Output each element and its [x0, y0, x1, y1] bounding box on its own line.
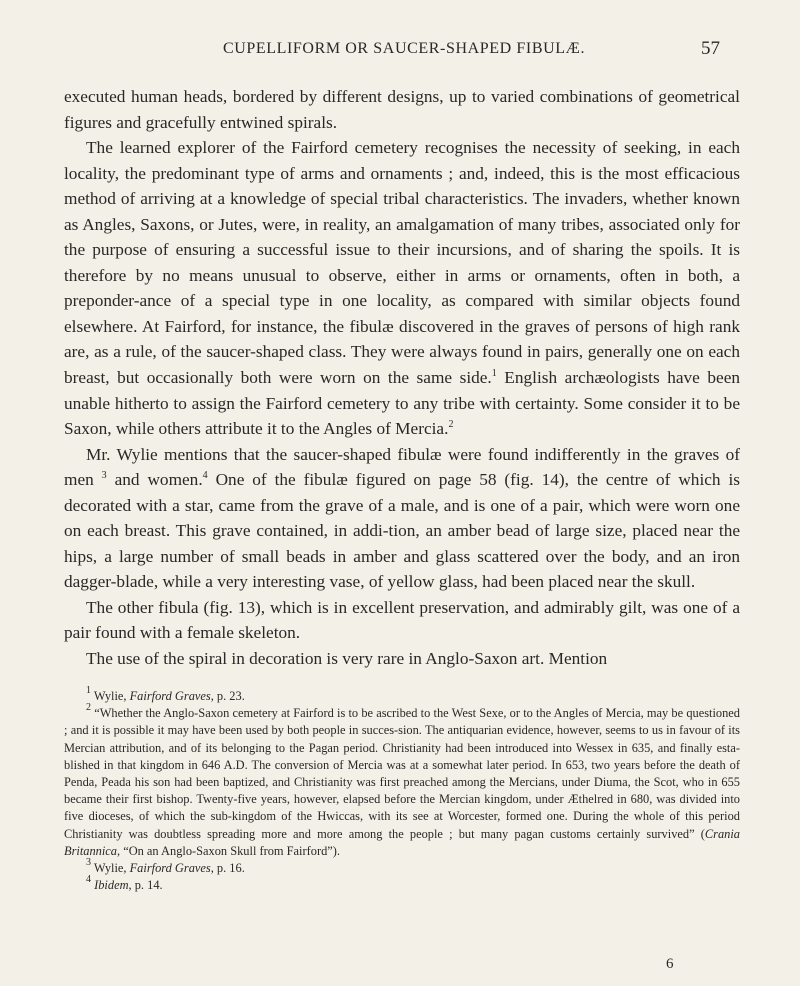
- text-run: The learned explorer of the Fairford cemetery recognises the necessity of seeking, in each locality, the predominant type of arms and ornaments ; and, indeed, this is the most efficacious method of arriving at a knowledge of special tribal characteristics. The invaders, whether known as Angles, Saxons, or Jutes, were, in reality, an amalgamation of many tribes, associated only for the purpose of ensuring a successful issue to their incursions, and of sharing the spoils. It is therefore by no means unusual to observe, either in arms or ornaments, often in both, a preponder-ance of a special type in one locality, as compared with similar objects found elsewhere. At Fairford, for instance, the fibulæ discovered in the graves of persons of high rank are, as a rule, of the saucer-shaped class. They were always found in pairs, generally one on each breast, but occasionally both were worn on the same side.: [64, 138, 740, 388]
- italic-title: Fairford Graves: [129, 861, 211, 876]
- footnote-ref: 4: [202, 470, 208, 482]
- page-header: [88, 38, 720, 64]
- footnote-ref: 2: [86, 702, 91, 714]
- text-run: “Whether the Anglo-Saxon cemetery at Fairford is to be ascribed to the West Sexe, or to the Angles of Mercia, may be questioned ; and it is possible it may have been used by both people in succes-sion. The antiquarian evidence, however, seems to us in favour of its Mercian attribution, and of its belonging to the Pagan period. Christianity had been introduced into Wessex in 635, and finally esta-blished in that kingdom in 646 A.D. The conversion of Mercia was at a somewhat later period. In 653, two years before the death of Penda, Peada his son had been baptized, and Christianity was first preached among the Mercians, under Diuma, the Scot, who in 655 became their first bishop. Twenty-five years, however, elapsed before the Mercian kingdom, under Æthelred in 680, was divided into five dioceses, of which the sub-kingdom of the Hwiccas, with its see at Worcester, formed one. During the whole of this period Christianity was doubtless spreading more and more among the people ; but many pagan customs certainly survived” (: [64, 706, 740, 841]
- body-paragraph: [64, 135, 740, 442]
- footnote-ref: 3: [86, 857, 91, 869]
- page-number: 57: [701, 38, 720, 59]
- italic-title: Fairford Graves: [129, 689, 211, 703]
- body-text: [64, 84, 740, 672]
- signature-mark: 6: [666, 956, 674, 972]
- running-title: CUPELLIFORM OR SAUCER-SHAPED FIBULÆ.: [222, 40, 586, 57]
- text-run: , p. 16.: [210, 861, 245, 876]
- text-run: Wylie,: [91, 861, 130, 876]
- italic-title: Ibidem: [94, 878, 129, 893]
- footnote-ref: 1: [491, 368, 497, 380]
- footnote-ref: 1: [86, 685, 91, 696]
- body-paragraph: [64, 84, 740, 135]
- body-paragraph: [64, 442, 740, 595]
- italic-title: Crania Britannica: [64, 826, 740, 858]
- footnote: [64, 685, 740, 705]
- footnote-ref: 4: [86, 874, 91, 886]
- footnote: [64, 874, 740, 894]
- text-run: , p. 14.: [128, 878, 163, 893]
- text-run: , p. 23.: [210, 689, 245, 703]
- text-run: executed human heads, bordered by different designs, up to varied combinations of geometrical figures and gracefully entwined spirals.: [64, 87, 740, 132]
- footnote: [64, 857, 740, 877]
- text-run: , “On an Anglo-Saxon Skull from Fairford”).: [117, 843, 340, 858]
- text-run: Mr. Wylie mentions that the saucer-shaped fibulæ were found indifferently in the graves of men: [64, 444, 740, 490]
- text-run: One of the fibulæ figured on page 58 (fig. 14), the centre of which is decorated with a star, came from the grave of a male, and is one of a pair, which were worn one on each breast. This grave contained, in addi-tion, an amber bead of large size, placed near the hips, a large number of small beads in amber and glass scattered over the body, and an iron dagger-blade, while a very interesting vase, of yellow glass, had been placed near the skull.: [64, 470, 740, 592]
- footnote: [64, 702, 740, 860]
- text-run: The other fibula (fig. 13), which is in excellent preservation, and admirably gilt, was one of a pair found with a female skeleton.: [64, 597, 740, 643]
- footnote-ref: 2: [448, 419, 454, 431]
- text-run: The use of the spiral in decoration is very rare in Anglo-Saxon art. Mention: [86, 649, 608, 669]
- text-run: Wylie,: [91, 689, 130, 703]
- text-run: and women.: [106, 470, 203, 490]
- text-run: English archæologists have been unable hitherto to assign the Fairford cemetery to any tribe with certainty. Some consider it to be Saxon, while others attribute it to the Angles of Mercia.: [64, 368, 741, 439]
- body-paragraph: [64, 646, 740, 672]
- footnotes: [64, 685, 740, 894]
- footnote-ref: 3: [101, 470, 107, 482]
- body-paragraph: [64, 595, 740, 646]
